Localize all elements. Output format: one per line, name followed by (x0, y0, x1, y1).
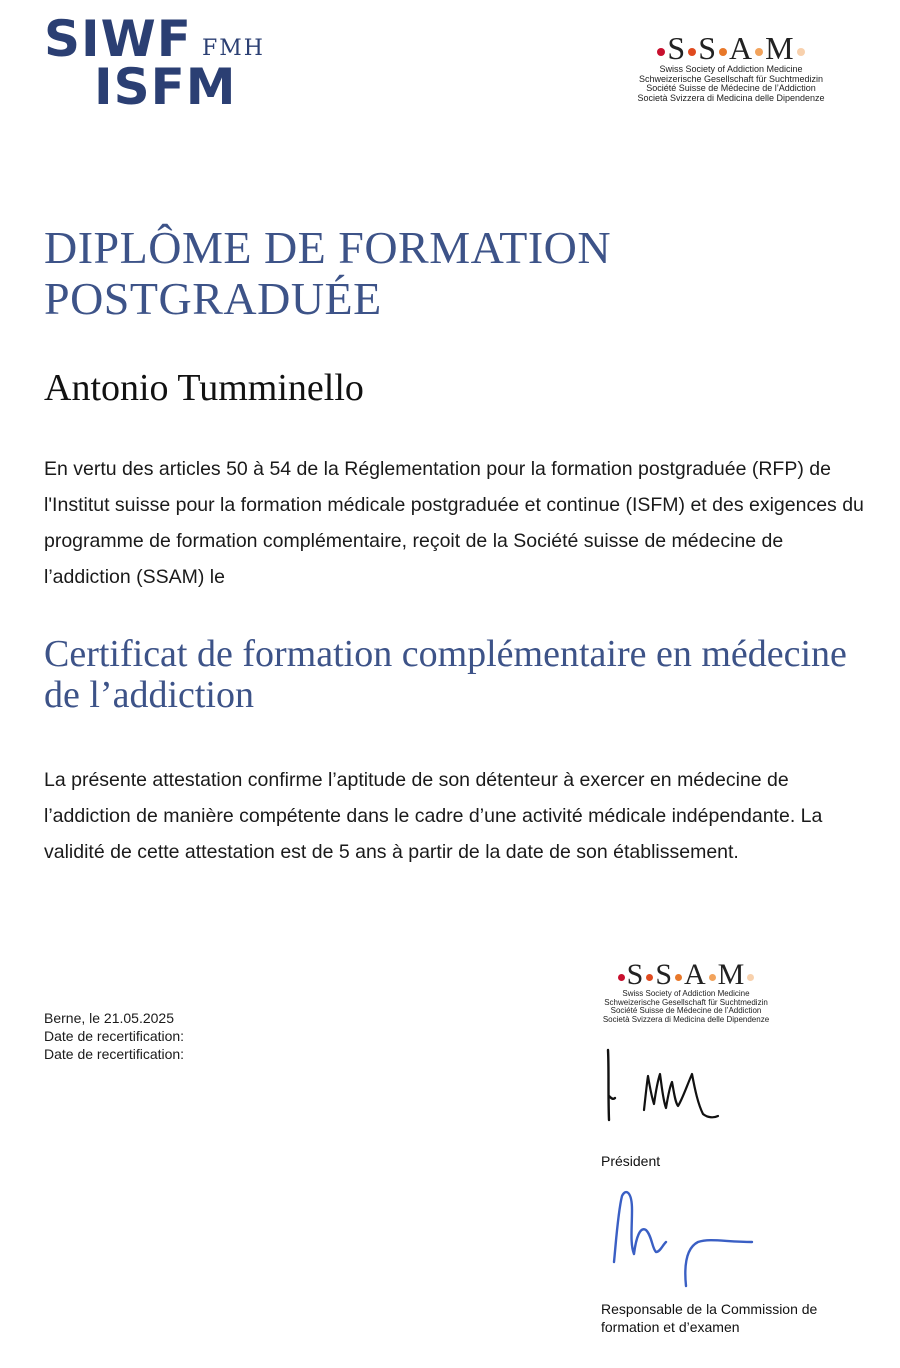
holder-name: Antonio Tumminello (44, 367, 364, 409)
ssam-sub-fr: Société Suisse de Médecine de l’Addiction (610, 1006, 762, 1016)
place-date: Berne, le 21.05.2025 (44, 1010, 174, 1026)
recertification-date-1: Date de recertification: (44, 1028, 185, 1044)
ssam-letter: M (717, 958, 746, 991)
ssam-letter: M (765, 30, 795, 66)
ssam-letter: A (729, 30, 754, 66)
ssam-dot-5 (797, 48, 805, 56)
ssam-logo-wordmark (598, 958, 774, 992)
ssam-sub-fr: Société Suisse de Médecine de l’Addiction (646, 83, 816, 94)
president-signature (600, 1046, 726, 1128)
ssam-logo-footer (598, 958, 774, 1025)
validity-paragraph: La présente attestation confirme l’aptitude de son détenteur à exercer en médecine de l’addiction de manière compétente dans le cadre d’une activité médicale indépendante. La validité de cette attestation est de 5 ans à partir de la date de son établissement. (44, 769, 823, 863)
isfm-logo-text: ISFM (94, 58, 237, 116)
ssam-letter: S (698, 30, 718, 66)
siwf-isfm-logo (44, 10, 266, 116)
ssam-dot-1 (657, 48, 665, 56)
ssam-sub-it: Società Svizzera di Medicina delle Dipendenze (637, 93, 825, 104)
commission-label (601, 1300, 861, 1336)
recertification-date-2: Date de recertification: (44, 1046, 185, 1062)
fmh-logo-text: FMH (202, 36, 265, 61)
ssam-logo-wordmark (628, 30, 834, 67)
ssam-letter: S (626, 958, 645, 991)
intro-paragraph: En vertu des articles 50 à 54 de la Réglementation pour la formation postgraduée (RFP) de l'Institut suisse pour la formation médicale postgraduée et continue (ISFM) et des exigences du programme de formation complémentaire, reçoit de la Société suisse de médecine de l’addiction (SSAM) le (44, 458, 864, 588)
ssam-sub-en: Swiss Society of Addiction Medicine (659, 64, 803, 74)
siwf-logo-text: SIWF (44, 10, 192, 68)
diploma-title: DIPLÔME DE FORMATION POSTGRADUÉE (44, 222, 612, 324)
place-date-block (44, 1009, 304, 1063)
ssam-logo-subtitle (598, 990, 774, 1025)
signature-stroke (644, 1074, 718, 1117)
certificate-title: Certificat de formation complémentaire en médecine de l’addiction (44, 633, 847, 716)
signature-stroke (685, 1240, 752, 1286)
commission-signature (602, 1182, 758, 1292)
ssam-dot-4 (709, 974, 716, 981)
ssam-logo-header (628, 30, 834, 104)
ssam-letter: S (655, 958, 673, 991)
ssam-dot-2 (688, 48, 696, 56)
commission-label-line-2: formation et d’examen (601, 1319, 740, 1335)
ssam-dot-3 (675, 974, 682, 981)
signature-stroke (608, 1050, 615, 1120)
ssam-sub-de: Schweizerische Gesellschaft für Suchtmedizin (638, 73, 824, 84)
ssam-dot-4 (755, 48, 763, 56)
ssam-sub-en: Swiss Society of Addiction Medicine (622, 989, 750, 998)
ssam-letter: A (684, 958, 707, 991)
president-label: Président (601, 1153, 661, 1169)
ssam-dot-5 (747, 974, 754, 981)
ssam-sub-it: Società Svizzera di Medicina delle Dipendenze (602, 1014, 770, 1024)
ssam-dot-3 (719, 48, 727, 56)
ssam-letter: S (667, 30, 687, 66)
ssam-logo-subtitle (628, 65, 834, 104)
ssam-dot-2 (646, 974, 653, 981)
ssam-sub-de: Schweizerische Gesellschaft für Suchtmedizin (604, 997, 768, 1007)
commission-label-line-1: Responsable de la Commission de (601, 1301, 818, 1317)
ssam-dot-1 (618, 974, 625, 981)
signature-stroke (614, 1192, 666, 1262)
